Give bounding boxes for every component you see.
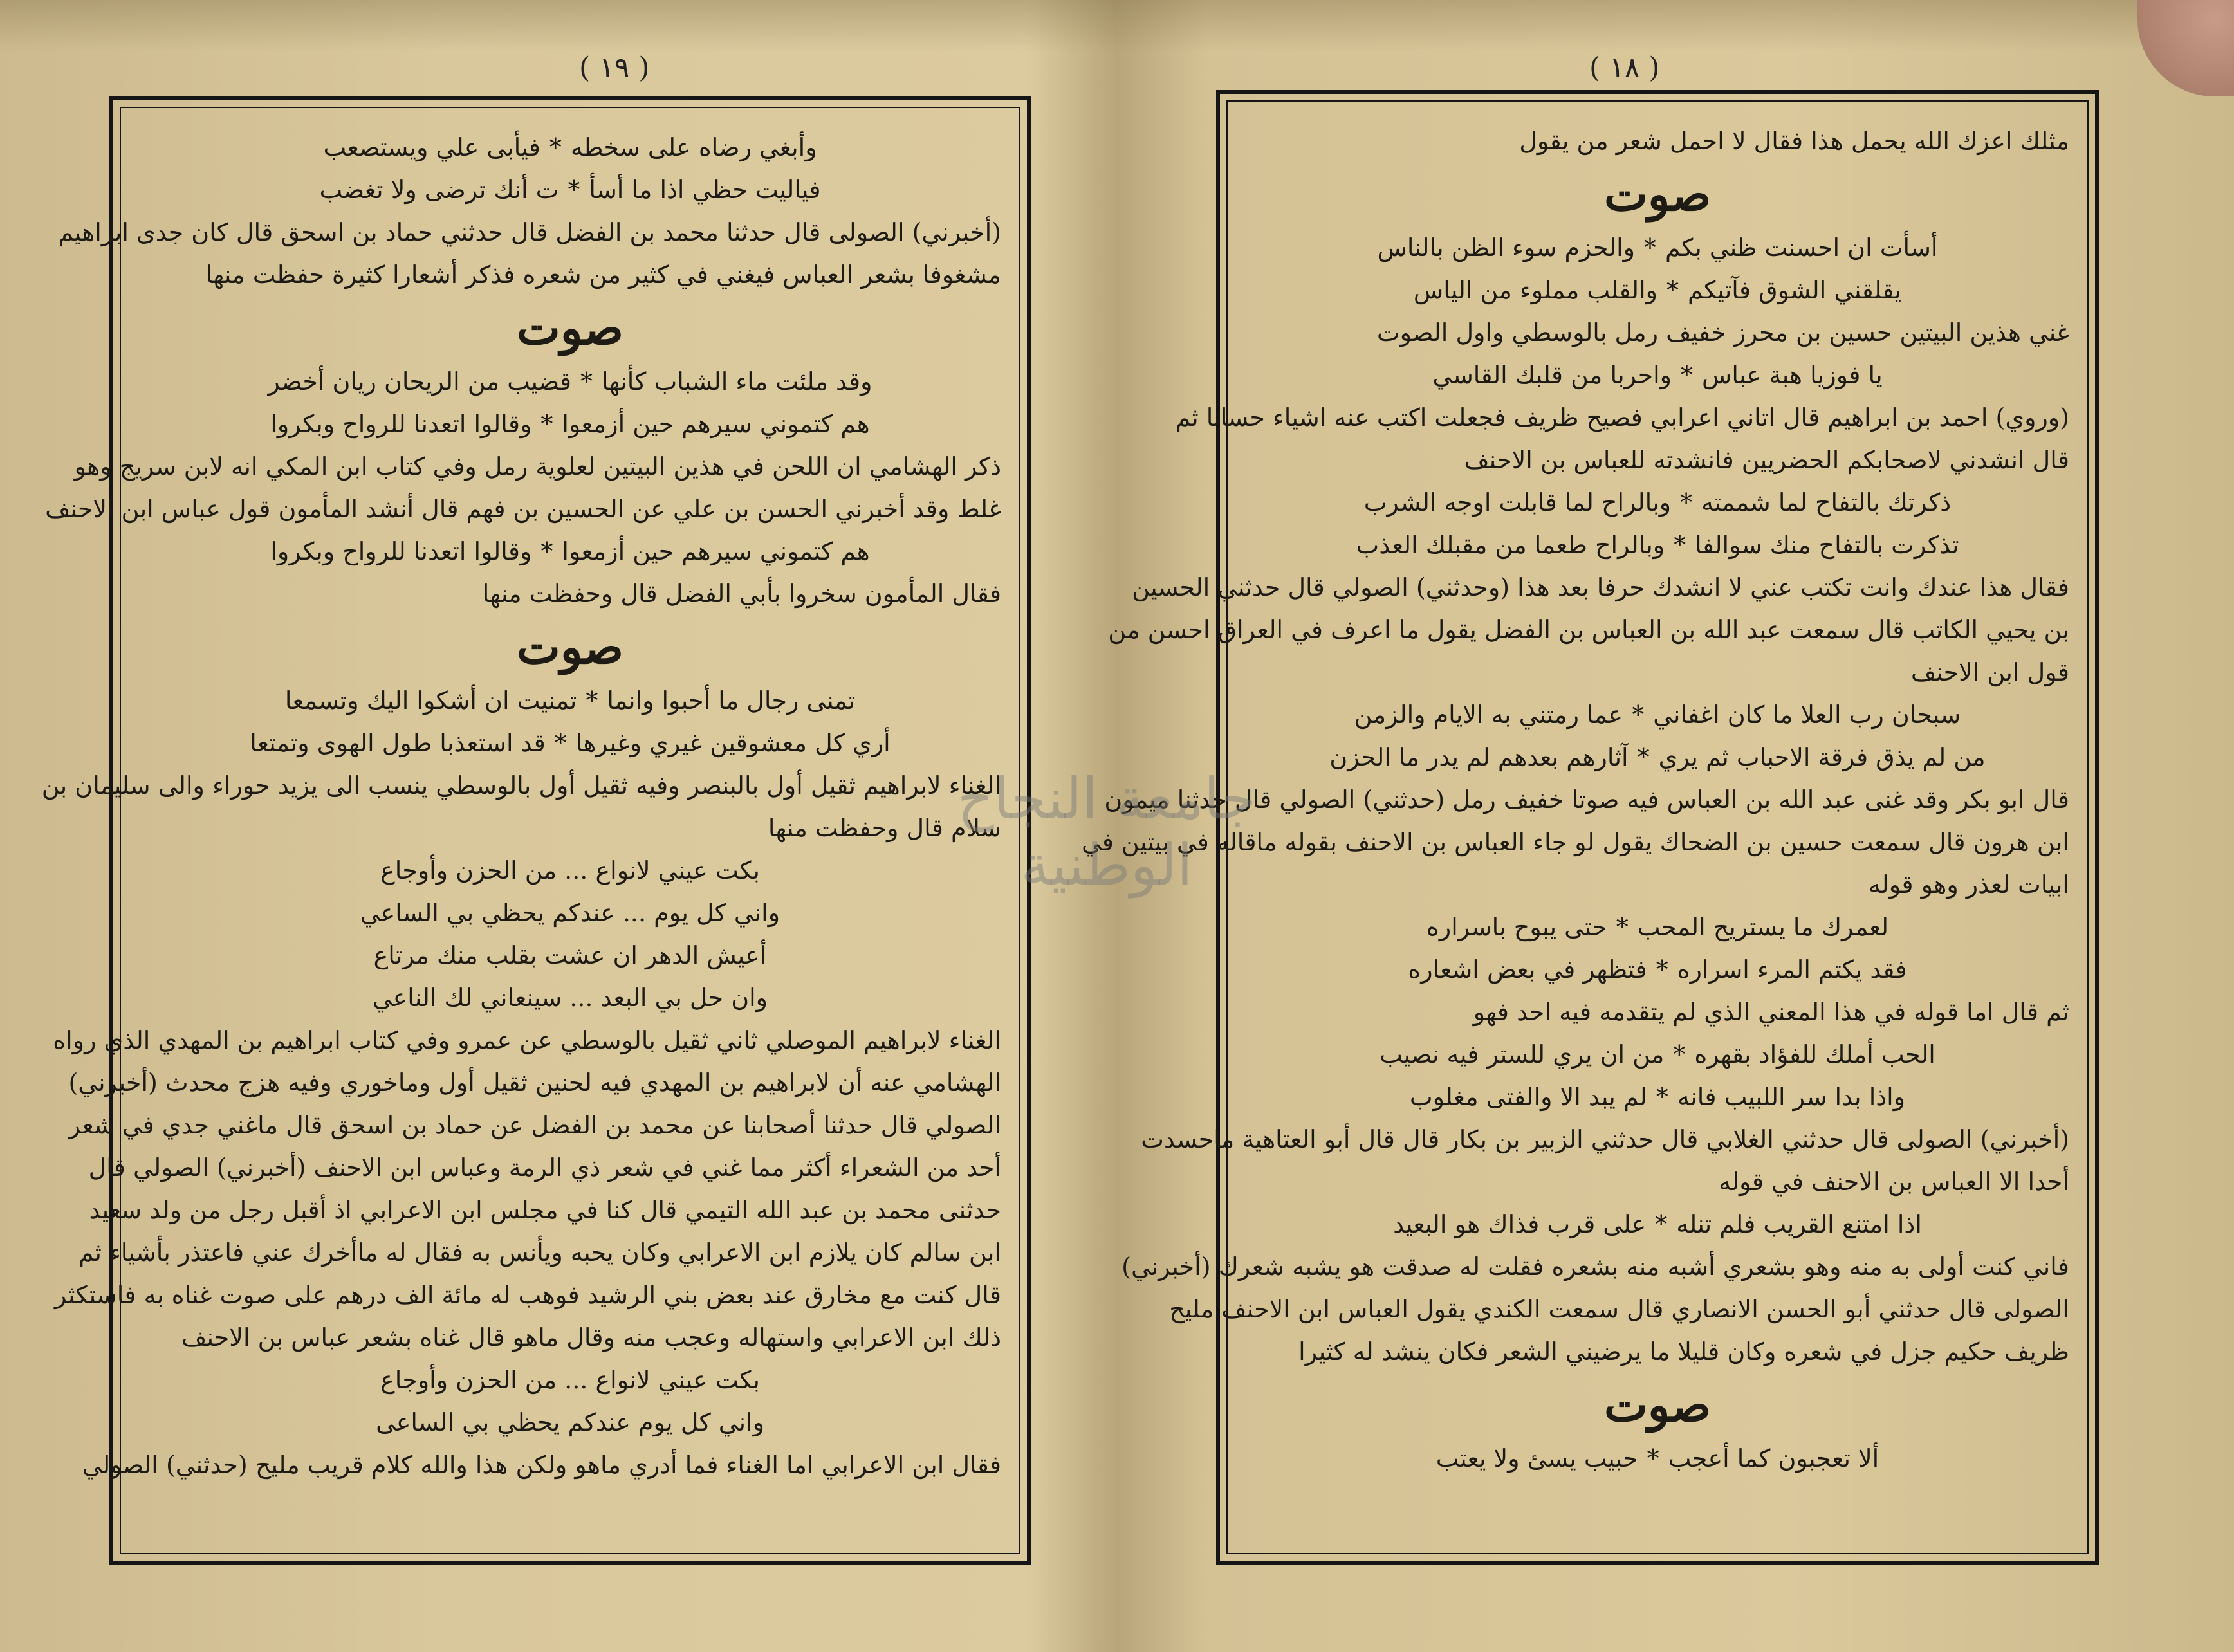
- text-line: (وروي) احمد بن ابراهيم قال اتاني اعرابي فصيح ظريف فجعلت اكتب عنه اشياء حسانا ثم: [1175, 403, 2069, 432]
- hemistich-first: فياليت حظي اذا ما أسأ: [589, 176, 821, 204]
- text-line: ثم قال اما قوله في هذا المعني الذي لم يتقدمه فيه احد فهو: [1473, 998, 2069, 1026]
- verse-separator: *: [540, 537, 553, 565]
- text-line: قال كنت مع مخارق عند بعض بني الرشيد فوهب له مائة الف درهم على صوت غناه به فاستكثر: [55, 1281, 1001, 1309]
- verse-line: واني كل يوم ... عندكم يحظي بي الساعي: [360, 899, 780, 927]
- verse-separator: *: [554, 729, 567, 757]
- text-line: قول ابن الاحنف: [1910, 658, 2069, 686]
- verse-line: [1246, 1203, 2069, 1245]
- text-line: غلط وقد أخبرني الحسن بن علي عن الحسين بن فهم قال أنشد المأمون قول عباس ابن الاحنف: [45, 495, 1001, 523]
- hemistich-second: فتظهر في بعض اشعاره: [1408, 955, 1647, 984]
- text-line: قال ابو بكر وقد غنى عبد الله بن العباس فيه صوتا خفيف رمل (حدثني) الصولي قال حدثنا ميمون: [1104, 785, 2069, 814]
- verse-separator: *: [1666, 276, 1679, 304]
- verse-separator: *: [586, 686, 598, 715]
- verse-separator: *: [1673, 1040, 1686, 1069]
- verse-line: [1246, 481, 2069, 524]
- hemistich-first: ألا تعجبون كما أعجب: [1668, 1444, 1879, 1473]
- text-line: أحد من الشعراء أكثر مما غني في شعر ذي الرمة وعباس ابن الاحنف (أخبرني) الصولي قال: [88, 1153, 1001, 1182]
- verse-separator: *: [1616, 913, 1629, 941]
- hemistich-first: فقد يكتم المرء اسراره: [1677, 955, 1907, 984]
- hemistich-second: من ان يري للستر فيه نصيب: [1380, 1040, 1665, 1069]
- hemistich-first: يا فوزيا هبة عباس: [1702, 361, 1883, 389]
- hemistich-first: سبحان رب العلا ما كان اغفاني: [1653, 701, 1961, 729]
- hemistich-first: ذكرتك بالتفاح لما شممته: [1701, 488, 1952, 517]
- watermark: جامعة النجاح الوطنية: [957, 766, 1257, 898]
- hemistich-first: الحب أملك للفؤاد بقهره: [1694, 1040, 1935, 1069]
- thumb: [2137, 0, 2234, 96]
- verse-separator: *: [1674, 531, 1686, 559]
- hemistich-first: من لم يذق فرقة الاحباب ثم يري: [1658, 743, 1986, 771]
- hemistich-second: والحزم سوء الظن بالناس: [1377, 234, 1635, 262]
- verse-line: [139, 169, 1001, 211]
- verse-line: [1246, 736, 2069, 778]
- text-line: ذكر الهشامي ان اللحن في هذين البيتين لعلوية رمل وفي كتاب ابن المكي انه لابن سريج وهو: [74, 452, 1001, 481]
- verse-line: [139, 126, 1001, 169]
- verse-line: أعيش الدهر ان عشت بقلب منك مرتاع: [373, 941, 767, 969]
- hemistich-second: عما رمتني به الايام والزمن: [1354, 701, 1623, 729]
- hemistich-second: آثارهم بعدهم لم يدر ما الحزن: [1329, 743, 1629, 771]
- text-line: (أخبرني) الصولى قال حدثني الغلابي قال حدثني الزبير بن بكار قال قال أبو العتاهية ماحسدت: [1141, 1125, 2069, 1153]
- verse-separator: *: [1656, 955, 1668, 984]
- hemistich-first: وقد ملئت ماء الشباب كأنها: [602, 367, 872, 396]
- verse-separator: *: [580, 367, 593, 396]
- section-heading: صوت: [516, 300, 624, 355]
- verse-line: [1246, 948, 2069, 991]
- text-line: مثلك اعزك الله يحمل هذا فقال لا احمل شعر من يقول: [1519, 127, 2069, 155]
- hemistich-first: وأبغي رضاه على سخطه: [570, 133, 817, 161]
- hemistich-second: فيأبى علي ويستصعب: [323, 133, 540, 161]
- hemistich-first: لعمرك ما يستريح المحب: [1637, 913, 1889, 941]
- text-line: ظريف حكيم جزل في شعره وكان قليلا ما يرضيني الشعر فكان ينشد له كثيرا: [1298, 1337, 2069, 1366]
- hemistich-first: تذكرت بالتفاح منك سوالفا: [1695, 531, 1959, 559]
- verse-line: [1246, 1076, 2069, 1118]
- text-line: (أخبرني) الصولى قال حدثنا محمد بن الفضل قال حدثني حماد بن اسحق قال كان جدى ابراهيم: [58, 218, 1001, 246]
- verse-line: بكت عيني لانواع ... من الحزن وأوجاع: [380, 856, 760, 885]
- hemistich-second: لم يبد الا والفتى مغلوب: [1409, 1083, 1647, 1111]
- hemistich-second: وقالوا اتعدنا للرواح وبكروا: [270, 537, 532, 565]
- text-line: فقال ابن الاعرابي اما الغناء فما أدري ماهو ولكن هذا والله كلام قريب مليح (حدثني) الصولي: [82, 1451, 1001, 1479]
- verse-separator: *: [1637, 743, 1650, 771]
- text-line: قال انشدني لاصحابكم الحضريين فانشدته للعباس بن الاحنف: [1464, 446, 2069, 474]
- verse-line: [1246, 1033, 2069, 1076]
- verse-line: وان حل بي البعد ... سينعاني لك الناعي: [372, 984, 768, 1012]
- verse-separator: *: [1655, 1210, 1668, 1238]
- verse-line: [139, 360, 1001, 403]
- section-heading: صوت: [1603, 167, 1712, 221]
- hemistich-first: هم كتموني سيرهم حين أزمعوا: [562, 537, 870, 565]
- hemistich-second: وبالراح لما قابلت اوجه الشرب: [1363, 488, 1672, 517]
- hemistich-first: واذا بدا سر اللبيب فانه: [1677, 1083, 1906, 1111]
- verse-separator: *: [549, 133, 562, 161]
- text-line: فقال المأمون سخروا بأبي الفضل قال وحفظت منها: [482, 580, 1001, 608]
- page-content: [41, 126, 1001, 1541]
- hemistich-second: حبيب يسئ ولا يعتب: [1435, 1444, 1638, 1473]
- verse-line: [139, 679, 1001, 722]
- hemistich-first: اذا امتنع القريب فلم تنله: [1676, 1210, 1922, 1238]
- verse-separator: *: [568, 176, 580, 204]
- verse-separator: *: [1632, 701, 1645, 729]
- verse-line: [139, 722, 1001, 764]
- verse-line: [1246, 226, 2069, 269]
- hemistich-first: هم كتموني سيرهم حين أزمعوا: [562, 410, 870, 438]
- verse-separator: *: [540, 410, 553, 438]
- verse-line: بكت عيني لانواع ... من الحزن وأوجاع: [380, 1366, 760, 1394]
- text-line: الهشامي عنه أن لابراهيم بن المهدي فيه لحنين ثقيل أول وماخوري وفيه هزج محدث (أخبرني): [68, 1069, 1001, 1097]
- text-line: ابن سالم كان يلازم ابن الاعرابي وكان يحبه ويأنس به فقال له ماأخرك عني فاعتذر بأشياء ثم: [78, 1238, 1001, 1267]
- text-line: الصولى قال حدثني أبو الحسن الانصاري قال سمعت الكندي يقول العباس ابن الاحنف مليح: [1169, 1295, 2069, 1323]
- text-line: ابيات لعذر وهو قوله: [1868, 870, 2069, 899]
- hemistich-second: تمنيت ان أشكوا اليك وتسمعا: [284, 686, 577, 715]
- left-page: [41, 39, 1055, 1583]
- verse-line: [1246, 1437, 2069, 1480]
- hemistich-second: على قرب فذاك هو البعيد: [1393, 1210, 1647, 1238]
- hemistich-first: أسأت ان احسنت ظني بكم: [1665, 234, 1938, 262]
- hemistich-second: وبالراح طعما من مقبلك العذب: [1356, 531, 1665, 559]
- verse-line: [139, 403, 1001, 445]
- verse-separator: *: [1643, 234, 1656, 262]
- hemistich-second: واحربا من قلبك القاسي: [1432, 361, 1672, 389]
- verse-line: [1246, 693, 2069, 736]
- text-line: ذلك ابن الاعرابي واستهاله وعجب منه وقال ماهو قال غناه بشعر عباس بن الاحنف: [181, 1323, 1001, 1352]
- hemistich-first: تمنى رجال ما أحبوا وانما: [607, 686, 856, 715]
- verse-separator: *: [1656, 1083, 1668, 1111]
- verse-line: [1246, 354, 2069, 396]
- text-line: الغناء لابراهيم ثقيل أول بالبنصر وفيه ثقيل أول بالوسطي ينسب الى يزيد حوراء والى سليمان بن: [41, 771, 1001, 800]
- text-line: فقال هذا عندك وانت تكتب عني لا انشدك حرفا بعد هذا (وحدثني) الصولي قال حدثني الحسين: [1132, 573, 2069, 601]
- page-number: ( ١٩ ): [579, 51, 650, 84]
- text-line: الغناء لابراهيم الموصلي ثاني ثقيل بالوسطي عن عمرو وفي كتاب ابراهيم بن المهدي الذي رواه: [53, 1026, 1001, 1054]
- section-heading: صوت: [516, 620, 624, 674]
- hemistich-first: أري كل معشوقين غيري وغيرها: [575, 729, 891, 757]
- hemistich-second: قد استعذبا طول الهوى وتمتعا: [250, 729, 546, 757]
- text-line: أحدا الا العباس بن الاحنف في قوله: [1719, 1168, 2069, 1196]
- text-line: غني هذين البيتين حسين بن محرز خفيف رمل بالوسطي واول الصوت: [1376, 318, 2069, 347]
- verse-separator: *: [1680, 488, 1693, 517]
- text-line: بن يحيي الكاتب قال سمعت عبد الله بن العباس بن الفضل يقول ما اعرف في العراق احسن من: [1108, 616, 2069, 644]
- section-heading: صوت: [1603, 1377, 1712, 1432]
- verse-line: [1246, 906, 2069, 948]
- verse-line: [1246, 269, 2069, 311]
- hemistich-second: حتى يبوح باسراره: [1426, 913, 1607, 941]
- hemistich-second: قضيب من الريحان ريان أخضر: [268, 367, 572, 396]
- text-line: ابن هرون قال سمعت حسين بن الضحاك يقول لو جاء العباس بن الاحنف بقوله ماقاله في بيتين في: [1082, 828, 2069, 856]
- verse-separator: *: [1647, 1444, 1659, 1473]
- hemistich-first: يقلقني الشوق فآتيكم: [1687, 276, 1902, 304]
- text-line: فاني كنت أولى به منه وهو بشعري أشبه منه بشعره فقلت له صدقت هو يشبه شعرك (أخبرني): [1122, 1253, 2069, 1281]
- text-line: سلام قال وحفظت منها: [768, 814, 1001, 842]
- hemistich-second: ت أنك ترضى ولا تغضب: [319, 176, 559, 204]
- verse-line: [1246, 524, 2069, 566]
- verse-line: [139, 530, 1001, 573]
- text-line: مشغوفا بشعر العباس فيغني في كثير من شعره فذكر أشعارا كثيرة حفظت منها: [205, 261, 1001, 289]
- verse-line: واني كل يوم عندكم يحظي بي الساعى: [376, 1408, 764, 1436]
- text-line: حدثنى محمد بن عبد الله التيمي قال كنا في مجلس ابن الاعرابي اذ أقبل رجل من ولد سعيد: [89, 1196, 1001, 1224]
- text-line: الصولي قال حدثنا أصحابنا عن محمد بن الفضل عن حماد بن اسحق قال ماغني جدي في شعر: [68, 1111, 1001, 1139]
- page-number: ( ١٨ ): [1589, 51, 1660, 84]
- page-frame: [41, 96, 1031, 1565]
- hemistich-second: والقلب مملوء من الياس: [1413, 276, 1657, 304]
- hemistich-second: وقالوا اتعدنا للرواح وبكروا: [270, 410, 532, 438]
- verse-separator: *: [1681, 361, 1694, 389]
